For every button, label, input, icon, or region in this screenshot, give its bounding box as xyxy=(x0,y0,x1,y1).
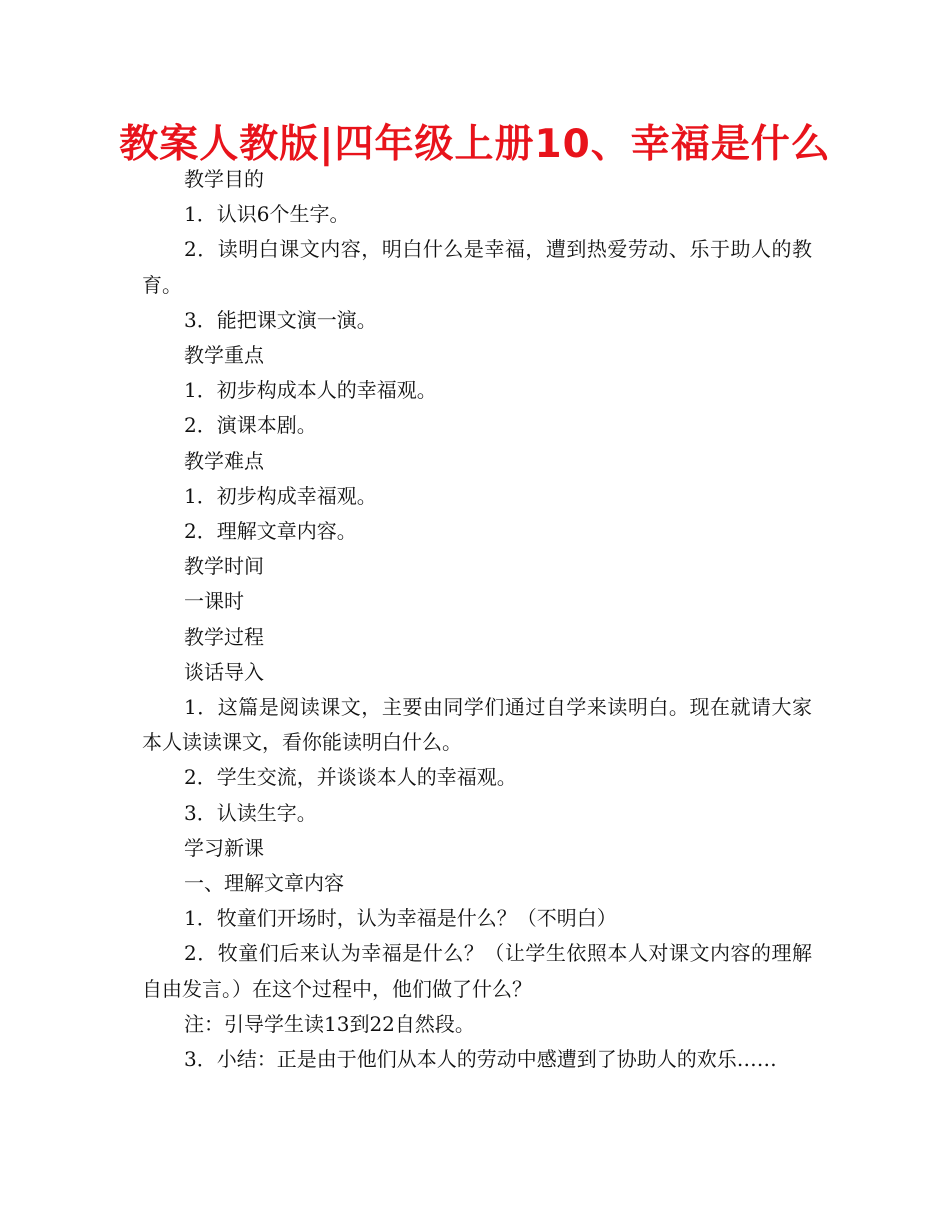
section-heading: 学习新课 xyxy=(184,835,264,860)
document-title: 教案人教版|四年级上册10、幸福是什么 xyxy=(119,122,831,167)
section-heading: 教学时间 xyxy=(184,554,264,579)
paragraph: 2．学生交流，并谈谈本人的幸福观。 xyxy=(184,765,517,790)
section-heading: 教学目的 xyxy=(184,167,264,191)
section-heading: 教学重点 xyxy=(184,343,264,368)
paragraph: 1．初步构成幸福观。 xyxy=(184,483,377,508)
paragraph: 2．演课本剧。 xyxy=(184,413,317,438)
paragraph: 2．读明白课文内容，明白什么是幸福，遭到热爱劳动、乐于助人的教育。 xyxy=(142,237,812,297)
section-heading: 教学过程 xyxy=(184,624,264,649)
section-heading: 一、理解文章内容 xyxy=(184,871,344,896)
paragraph: 1．牧童们开场时，认为幸福是什么？（不明白） xyxy=(184,906,617,931)
paragraph: 3．认读生字。 xyxy=(184,800,317,825)
paragraph: 1．初步构成本人的幸福观。 xyxy=(184,378,437,403)
paragraph: 1．认识6个生字。 xyxy=(184,202,350,227)
section-heading: 谈话导入 xyxy=(184,659,264,684)
document-body xyxy=(142,162,812,1077)
paragraph: 注：引导学生读13到22自然段。 xyxy=(184,1011,475,1036)
paragraph: 一课时 xyxy=(184,589,244,614)
paragraph: 2．理解文章内容。 xyxy=(184,519,357,544)
paragraph: 2．牧童们后来认为幸福是什么？（让学生依照本人对课文内容的理解自由发言。）在这个过程中，他们做了什么？ xyxy=(142,941,812,1001)
section-heading: 教学难点 xyxy=(184,448,264,473)
paragraph: 1．这篇是阅读课文，主要由同学们通过自学来读明白。现在就请大家本人读读课文，看你能读明白什么。 xyxy=(142,695,812,755)
paragraph: 3．小结：正是由于他们从本人的劳动中感遭到了协助人的欢乐…… xyxy=(184,1047,777,1072)
paragraph: 3．能把课文演一演。 xyxy=(184,307,377,332)
